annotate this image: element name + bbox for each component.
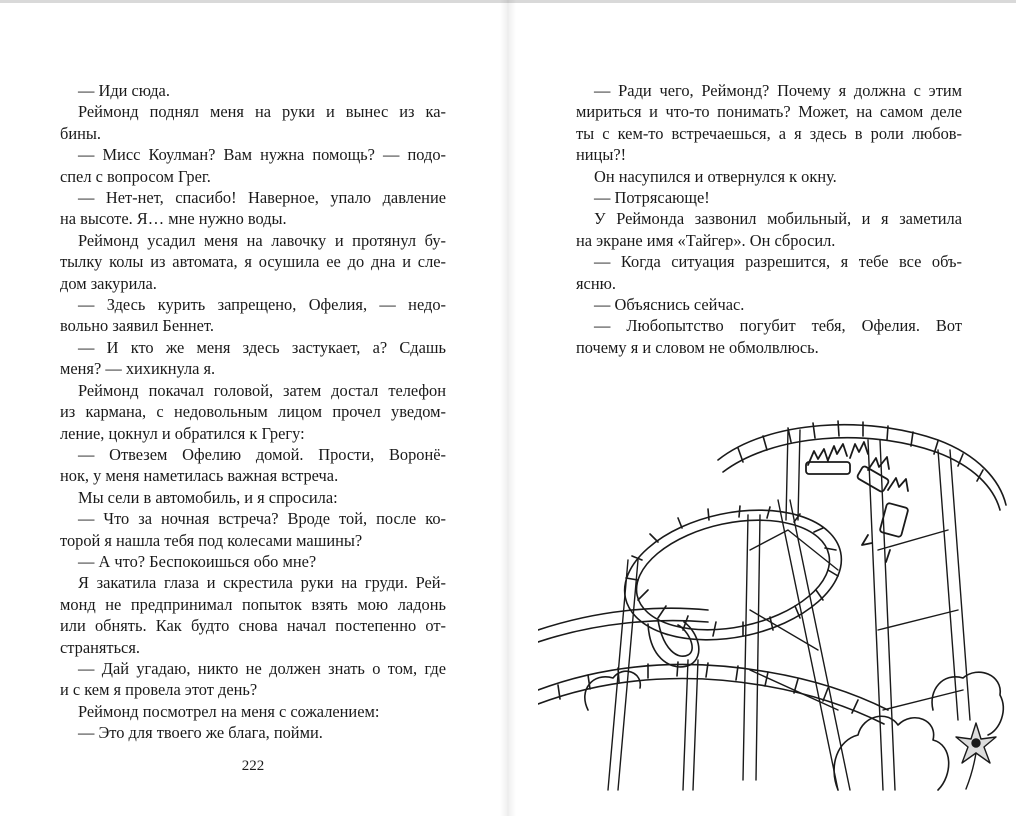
text-line: вольно заявил Беннет. [60, 316, 214, 336]
text-line: Реймонд покачал головой, затем достал телефон [78, 380, 446, 400]
text-line: — Дай угадаю, никто не должен знать о том, где [78, 658, 446, 678]
book-gutter [500, 0, 516, 816]
text-line: страняться. [60, 637, 140, 657]
text-line: У Реймонда зазвонил мобильный, и я заметила [594, 209, 962, 229]
text-line: Я закатила глаза и скрестила руки на груди. Рей- [78, 573, 446, 593]
text-line: — Здесь курить запрещено, Офелия, — недо- [78, 295, 446, 315]
text-line: — Мисс Коулман? Вам нужна помощь? — подо- [78, 145, 446, 165]
text-line: — Объяснись сейчас. [594, 295, 745, 315]
text-line: Реймонд поднял меня на руки и вынес из ка- [78, 102, 446, 122]
text-line: — Любопытство погубит тебя, Офелия. Вот [594, 316, 962, 336]
text-line: на экране имя «Тайгер». Он сбросил. [576, 230, 836, 250]
text-line: — Когда ситуация разрешится, я тебе все объ- [594, 252, 962, 272]
page-number: 222 [241, 758, 265, 774]
text-line: — Нет-нет, спасибо! Наверное, упало давление [78, 188, 446, 208]
text-line: или обнять. Как будто снова начал постепенно от- [60, 616, 446, 636]
left-page-body-text [60, 80, 446, 744]
text-line: бины. [60, 123, 101, 143]
text-line: — Иди сюда. [78, 81, 170, 100]
text-line: — Ради чего, Реймонд? Почему я должна с этим [594, 81, 962, 100]
text-line: торой я нашла тебя под колесами машины? [60, 530, 363, 550]
text-line: из кармана, с недовольным лицом прочел уведом- [60, 402, 446, 422]
right-page [508, 0, 1016, 816]
text-line: — И кто же меня здесь застукает, а? Сдашь [78, 337, 446, 357]
roller-coaster-illustration [538, 410, 1008, 800]
text-line: ясню. [576, 273, 616, 293]
coaster-riders [806, 442, 909, 562]
upper-track [718, 421, 1006, 510]
text-line: нок, у меня наметилась важная встреча. [60, 466, 339, 486]
text-line: почему я и словом не обмолвлюсь. [576, 337, 819, 357]
ground-track [538, 608, 888, 724]
text-line: Реймонд посмотрел на меня с сожалением: [78, 701, 380, 721]
text-line: — Отвезем Офелию домой. Прости, Воронё- [78, 444, 446, 464]
text-line: — Что за ночная встреча? Вроде той, после ко- [78, 509, 446, 529]
text-line: — Потрясающе! [594, 188, 710, 208]
text-line: на высоте. Я… мне нужно воды. [60, 209, 287, 229]
text-line: ты с кем-то встречаешься, а я здесь в роли любов- [576, 123, 962, 143]
text-line: — А что? Беспокоишься обо мне? [78, 551, 317, 571]
text-line: ницы?! [576, 145, 627, 165]
text-line: Мы сели в автомобиль, и я спросила: [78, 487, 338, 507]
text-line: тылку колы из автомата, я осушила ее до дна и сле- [60, 252, 446, 272]
right-page-body-text [576, 80, 962, 358]
text-line: мириться и что-то понимать? Может, на самом деле [576, 102, 962, 122]
text-line: монд не предпринимал попыток взять мою ладонь [60, 594, 446, 614]
text-line: Он насупился и отвернулся к окну. [594, 166, 837, 186]
bushes [585, 671, 1003, 790]
star-flower-icon [956, 723, 996, 789]
text-line: спел с вопросом Грег. [60, 166, 211, 186]
text-line: Реймонд усадил меня на лавочку и протянул бу- [78, 230, 446, 250]
text-line: меня? — хихикнула я. [60, 359, 216, 379]
text-line: дом закурила. [60, 273, 157, 293]
text-line: — Это для твоего же блага, пойми. [78, 723, 323, 743]
text-line: и с кем я провела этот день? [60, 680, 258, 700]
text-line: ление, цокнул и обратился к Грегу: [60, 423, 305, 443]
